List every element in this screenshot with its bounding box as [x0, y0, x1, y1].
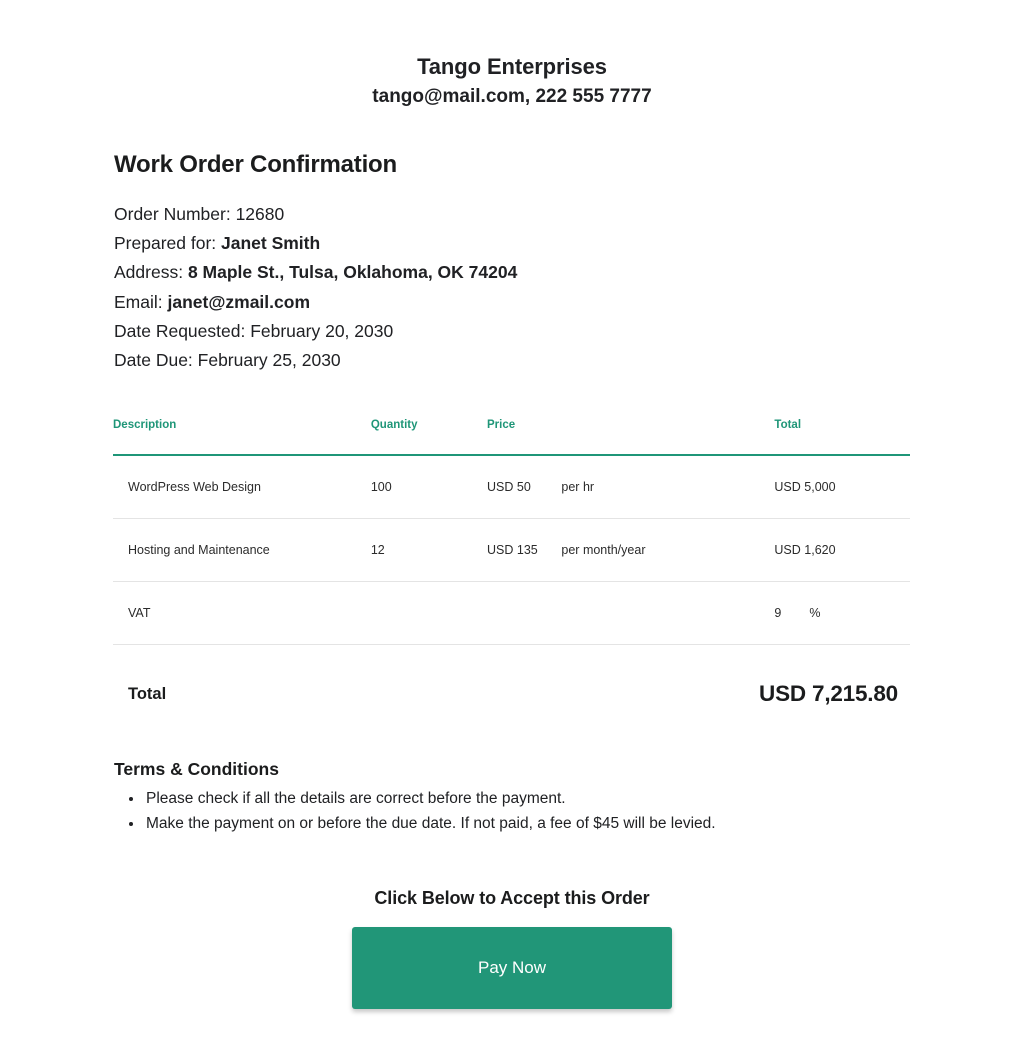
email-line	[114, 288, 1024, 317]
table-header-row	[113, 419, 910, 455]
row-unit: per month/year	[561, 543, 646, 558]
prepared-for-value: Janet Smith	[221, 233, 321, 254]
grand-total-label: Total	[128, 684, 167, 703]
prepared-for-label: Prepared for:	[114, 233, 221, 254]
row-description: WordPress Web Design	[128, 480, 261, 495]
cta-text: Click Below to Accept this Order	[374, 888, 650, 909]
company-name: Tango Enterprises	[417, 54, 607, 79]
grand-total-value: USD 7,215.80	[759, 681, 898, 707]
row-quantity: 12	[370, 543, 385, 558]
vat-rate	[774, 582, 910, 645]
call-to-action	[0, 888, 1024, 1009]
row-total: USD 1,620	[774, 543, 836, 558]
table-row	[113, 519, 910, 582]
row-quantity: 100	[370, 480, 392, 495]
column-header-quantity: Quantity	[370, 419, 418, 432]
column-header-price: Price	[487, 419, 516, 432]
vat-percent-symbol: %	[809, 606, 821, 621]
order-details	[114, 200, 1024, 375]
row-price: USD 50	[487, 480, 531, 495]
row-total: USD 5,000	[774, 480, 836, 495]
column-header-total: Total	[774, 419, 802, 432]
company-header	[0, 0, 1024, 111]
email-value: janet@zmail.com	[167, 291, 311, 312]
date-due-line	[114, 346, 1024, 375]
vat-spacer-unit	[561, 582, 774, 645]
date-due-label: Date Due:	[114, 350, 198, 371]
line-items-table	[113, 419, 910, 645]
order-number-line	[114, 200, 1024, 229]
table-row	[113, 455, 910, 519]
list-item: • Make the payment on or before the due date. If not paid, a fee of $45 will be levied.	[144, 811, 1024, 836]
column-header-description: Description	[113, 419, 177, 432]
row-unit: per hr	[561, 480, 595, 495]
date-due-value: February 25, 2030	[197, 350, 341, 371]
pay-now-button[interactable]: Pay Now	[352, 927, 672, 1009]
page-title: Work Order Confirmation	[114, 151, 397, 178]
date-requested-label: Date Requested:	[114, 320, 251, 341]
row-description: Hosting and Maintenance	[128, 543, 270, 558]
vat-label: VAT	[128, 606, 151, 621]
vat-row	[113, 582, 910, 645]
order-number-label: Order Number:	[114, 204, 236, 224]
address-line	[114, 258, 1024, 287]
date-requested-value: February 20, 2030	[250, 320, 394, 341]
row-price: USD 135	[487, 543, 538, 558]
date-requested-line	[114, 317, 1024, 346]
table-header	[113, 419, 910, 455]
terms-title: Terms & Conditions	[114, 759, 279, 780]
address-value: 8 Maple St., Tulsa, Oklahoma, OK 74204	[187, 262, 518, 283]
grand-total-row	[113, 645, 910, 707]
order-number-value: 12680	[235, 204, 285, 224]
list-item: • Please check if all the details are correct before the payment.	[144, 786, 1024, 811]
vat-rate-value: 9	[774, 606, 782, 621]
prepared-for-line	[114, 229, 1024, 258]
company-contact: tango@mail.com, 222 555 7777	[372, 86, 652, 107]
vat-spacer-quantity	[371, 582, 487, 645]
vat-spacer-price	[487, 582, 561, 645]
terms-list	[114, 786, 1024, 836]
email-label: Email:	[114, 291, 168, 312]
table-body	[113, 455, 910, 645]
address-label: Address:	[114, 262, 188, 283]
terms-section	[114, 759, 1024, 836]
column-header-unit	[561, 419, 774, 455]
